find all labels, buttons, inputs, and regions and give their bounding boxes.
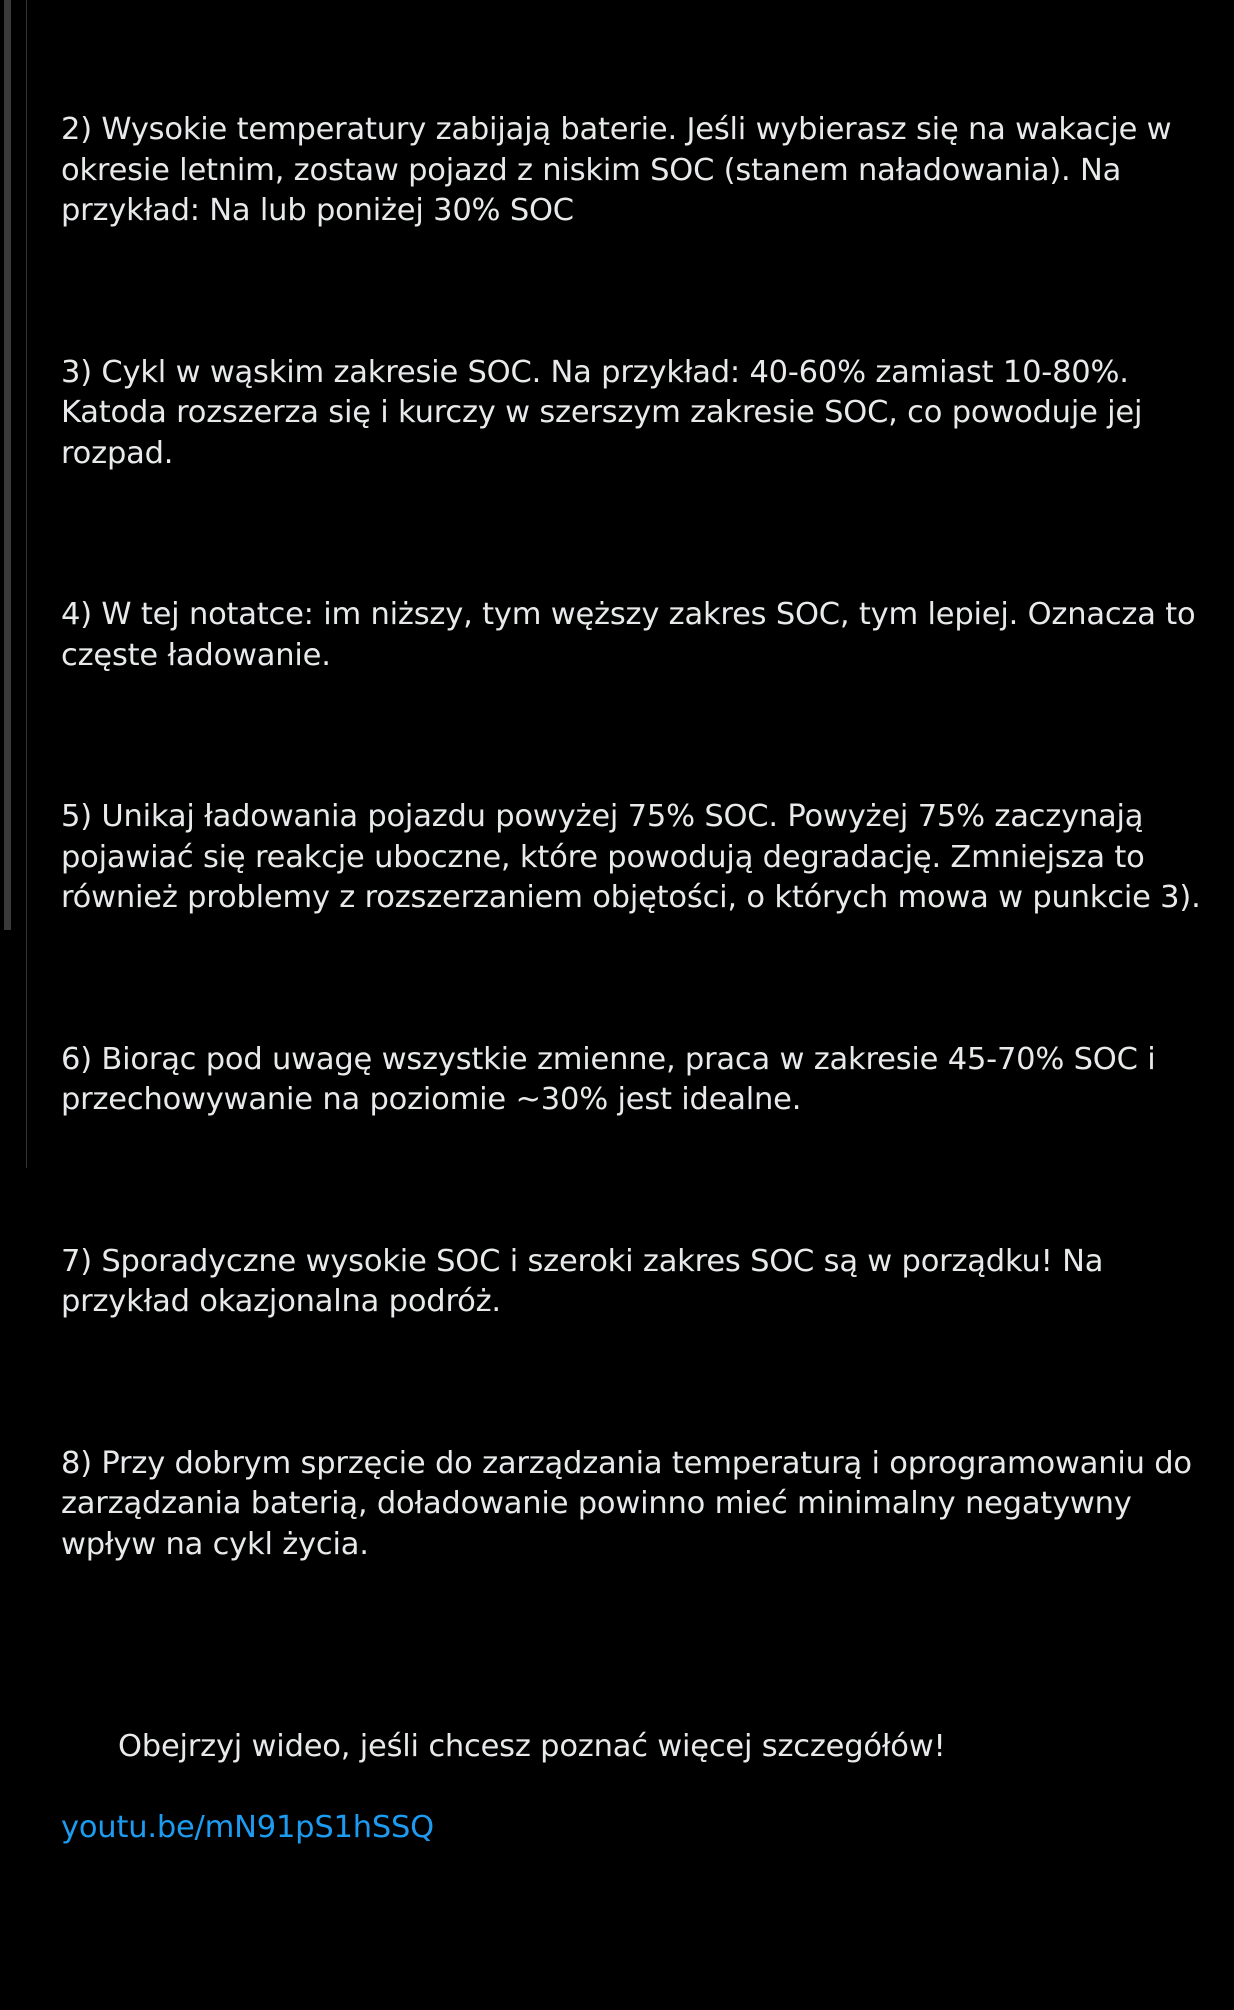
post-closing [61, 1686, 1221, 1929]
post-paragraph-2: 2) Wysokie temperatury zabijają baterie. Jeśli wybierasz się na wakacje w okresie letnim, zostaw pojazd z niskim SOC (stanem naładowania). Na przykład: Na lub poniżej 30% SOC [61, 112, 1181, 228]
closing-text: Obejrzyj wideo, jeśli chcesz poznać więcej szczegółów! [117, 1728, 946, 1764]
post-paragraph-6: 6) Biorąc pod uwagę wszystkie zmienne, praca w zakresie 45-70% SOC i przechowywanie na poziomie ~30% jest idealne. [61, 1041, 1165, 1117]
post-paragraph-5: 5) Unikaj ładowania pojazdu powyżej 75% SOC. Powyżej 75% zaczynają pojawiać się reakcje uboczne, które powodują degradację. Zmniejsza to również problemy z rozszerzaniem objętości, o których mowa w punkcie 3). [61, 799, 1201, 915]
post-paragraph-3: 3) Cykl w wąskim zakresie SOC. Na przykład: 40-60% zamiast 10-80%. Katoda rozszerza się i kurczy w szerszym zakresie SOC, co powoduje jej rozpad. [61, 354, 1152, 471]
video-link[interactable]: youtu.be/mN91pS1hSSQ [61, 1809, 434, 1845]
thread-connector-line [4, 0, 11, 930]
timeline-border [26, 0, 27, 1168]
post-text [61, 29, 1221, 2010]
post-paragraph-7: 7) Sporadyczne wysokie SOC i szeroki zakres SOC są w porządku! Na przykład okazjonalna podróż. [61, 1243, 1113, 1319]
post-paragraph-4: 4) W tej notatce: im niższy, tym węższy zakres SOC, tym lepiej. Oznacza to częste ładowanie. [61, 597, 1205, 673]
post-paragraph-8: 8) Przy dobrym sprzęcie do zarządzania temperaturą i oprogramowaniu do zarządzania baterią, doładowanie powinno mieć minimalny negatywny wpływ na cykl życia. [61, 1445, 1202, 1562]
